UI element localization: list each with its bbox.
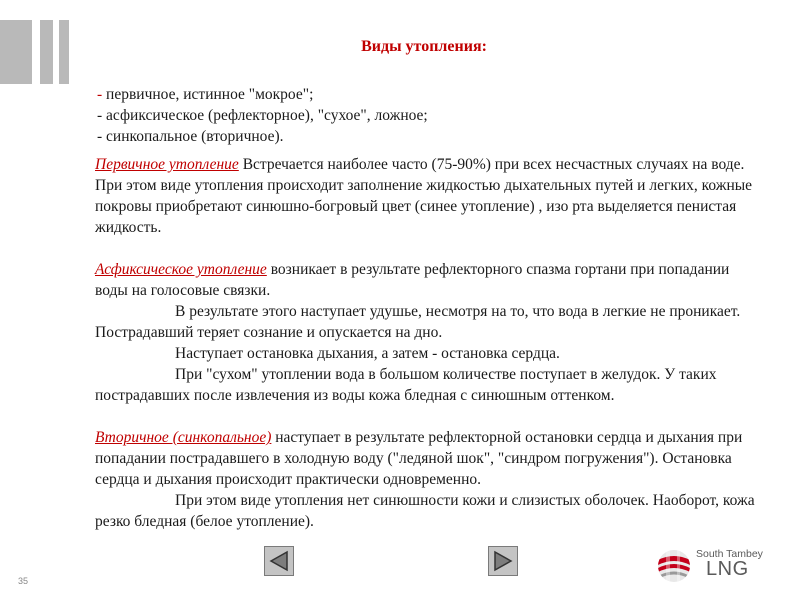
- list-item: - асфиксическое (рефлекторное), "сухое", ложное;: [97, 107, 428, 124]
- slide-title: Виды утопления:: [361, 38, 487, 55]
- next-slide-button[interactable]: [488, 546, 518, 576]
- prev-slide-button[interactable]: [264, 546, 294, 576]
- logo-text: South Tambey: [696, 548, 763, 560]
- logo-text: LNG: [706, 558, 749, 580]
- triangle-left-icon: [268, 550, 290, 572]
- company-logo: [656, 544, 776, 584]
- secondary-section: Вторичное (синкопальное) наступает в результате рефлекторной остановки сердца и дыхания при попадании пострадавшего в холодную воду ("ледяной шок", "синдром погружения"). Остановка сердца и дыхания происходит практически одновременно.: [95, 429, 743, 488]
- asphyxic-section: Асфиксическое утопление возникает в результате рефлекторного спазма гортани при попадании воды на голосовые связки.: [95, 261, 730, 299]
- paragraph: Наступает остановка дыхания, а затем - остановка сердца.: [175, 345, 560, 362]
- primary-lead: Первичное утопление: [95, 156, 239, 173]
- globe-icon: [656, 548, 692, 584]
- list-item: - первичное, истинное "мокрое";: [97, 86, 314, 103]
- drowning-types-list: [97, 84, 428, 147]
- primary-section: Первичное утопление Встречается наиболее часто (75-90%) при всех несчастных случаях на воде. При этом виде утопления происходит заполнение жидкостью дыхательных путей и легких, кожные покровы приобретают синюшно-богровый цвет (синее утопление) , изо рта выделяется пенистая жидкость.: [95, 156, 753, 236]
- paragraph: В результате этого наступает удушье, несмотря на то, что вода в легкие не проникает. Пострадавший теряет сознание и опускается на дно.: [95, 303, 741, 341]
- paragraph: При этом виде утопления нет синюшности кожи и слизистых оболочек. Наоборот, кожа резко бледная (белое утопление).: [95, 492, 755, 530]
- asphyxic-lead: Асфиксическое утопление: [95, 261, 267, 278]
- slide-body: [95, 154, 765, 532]
- list-item: - синкопальное (вторичное).: [97, 128, 284, 145]
- paragraph: При "сухом" утоплении вода в большом количестве поступает в желудок. У таких пострадавших после извлечения из воды кожа бледная с синюшным оттенком.: [95, 366, 717, 404]
- page-number: 35: [18, 576, 29, 586]
- secondary-lead: Вторичное (синкопальное): [95, 429, 272, 446]
- triangle-right-icon: [492, 550, 514, 572]
